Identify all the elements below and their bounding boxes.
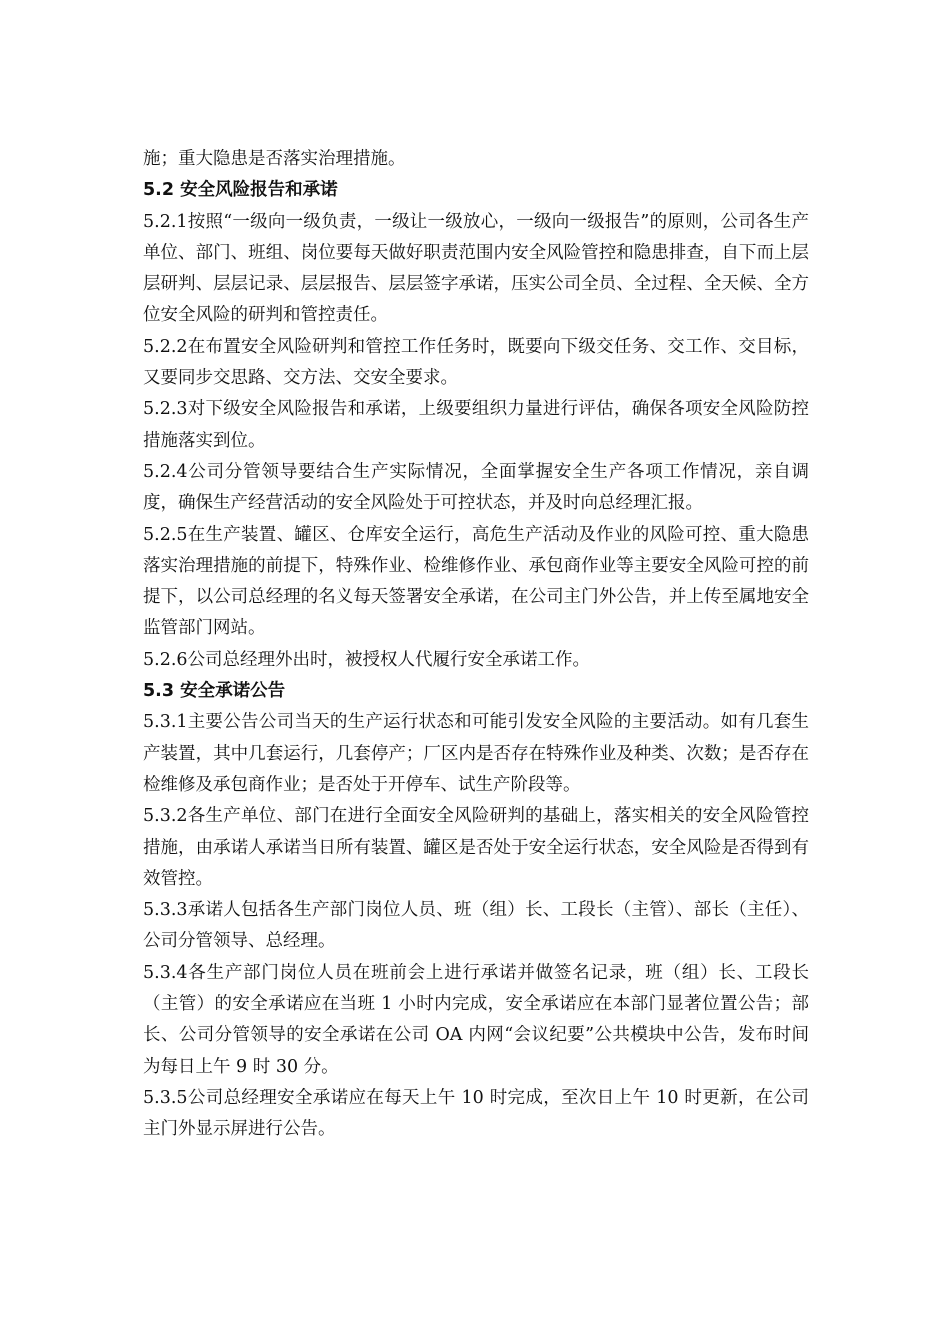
paragraph-5-2-1: 5.2.1按照“一级向一级负责，一级让一级放心，一级向一级报告”的原则，公司各生产单位、部门、班组、岗位要每天做好职责范围内安全风险管控和隐患排查，自下而上层层研判、层层记录、层层报告、层层签字承诺，压实公司全员、全过程、全天候、全方位安全风险的研判和管控责任。 [143,211,809,326]
paragraph-5-3-5: 5.3.5公司总经理安全承诺应在每天上午 10 时完成，至次日上午 10 时更新，在公司主门外显示屏进行公告。 [143,1087,809,1140]
paragraph-5-2-5: 5.2.5在生产装置、罐区、仓库安全运行，高危生产活动及作业的风险可控、重大隐患落实治理措施的前提下，特殊作业、检维修作业、承包商作业等主要安全风险可控的前提下，以公司总经理的名义每天签署安全承诺，在公司主门外公告，并上传至属地安全监管部门网站。 [143,524,809,639]
paragraph-5-2-3: 5.2.3对下级安全风险报告和承诺，上级要组织力量进行评估，确保各项安全风险防控措施落实到位。 [143,399,809,451]
paragraph-5-2-2: 5.2.2在布置安全风险研判和管控工作任务时，既要向下级交任务、交工作、交目标，又要同步交思路、交方法、交安全要求。 [143,336,809,389]
section-heading-5-2: 5.2 安全风险报告和承诺 [143,180,338,201]
document-body [143,144,809,1146]
paragraph-5-3-1: 5.3.1主要公告公司当天的生产运行状态和可能引发安全风险的主要活动。如有几套生产装置，其中几套运行，几套停产；厂区内是否存在特殊作业及种类、次数；是否存在检维修及承包商作业；是否处于开停车、试生产阶段等。 [143,712,809,795]
paragraph-continuation: 施；重大隐患是否落实治理措施。 [143,149,406,169]
section-heading-5-3: 5.3 安全承诺公告 [143,681,286,702]
paragraph-5-3-3: 5.3.3承诺人包括各生产部门岗位人员、班（组）长、工段长（主管）、部长（主任）、公司分管领导、总经理。 [143,900,809,952]
paragraph-5-2-6: 5.2.6公司总经理外出时，被授权人代履行安全承诺工作。 [143,649,591,670]
paragraph-5-2-4: 5.2.4公司分管领导要结合生产实际情况，全面掌握安全生产各项工作情况，亲自调度，确保生产经营活动的安全风险处于可控状态，并及时向总经理汇报。 [143,461,809,514]
paragraph-5-3-2: 5.3.2各生产单位、部门在进行全面安全风险研判的基础上，落实相关的安全风险管控措施，由承诺人承诺当日所有装置、罐区是否处于安全运行状态，安全风险是否得到有效管控。 [143,806,809,889]
paragraph-5-3-4: 5.3.4各生产部门岗位人员在班前会上进行承诺并做签名记录，班（组）长、工段长（主管）的安全承诺应在当班 1 小时内完成，安全承诺应在本部门显著位置公告；部长、公司分管领导的安全承诺在公司 OA 内网“会议纪要”公共模块中公告，发布时间为每日上午 9 时 30 分。 [143,962,809,1077]
